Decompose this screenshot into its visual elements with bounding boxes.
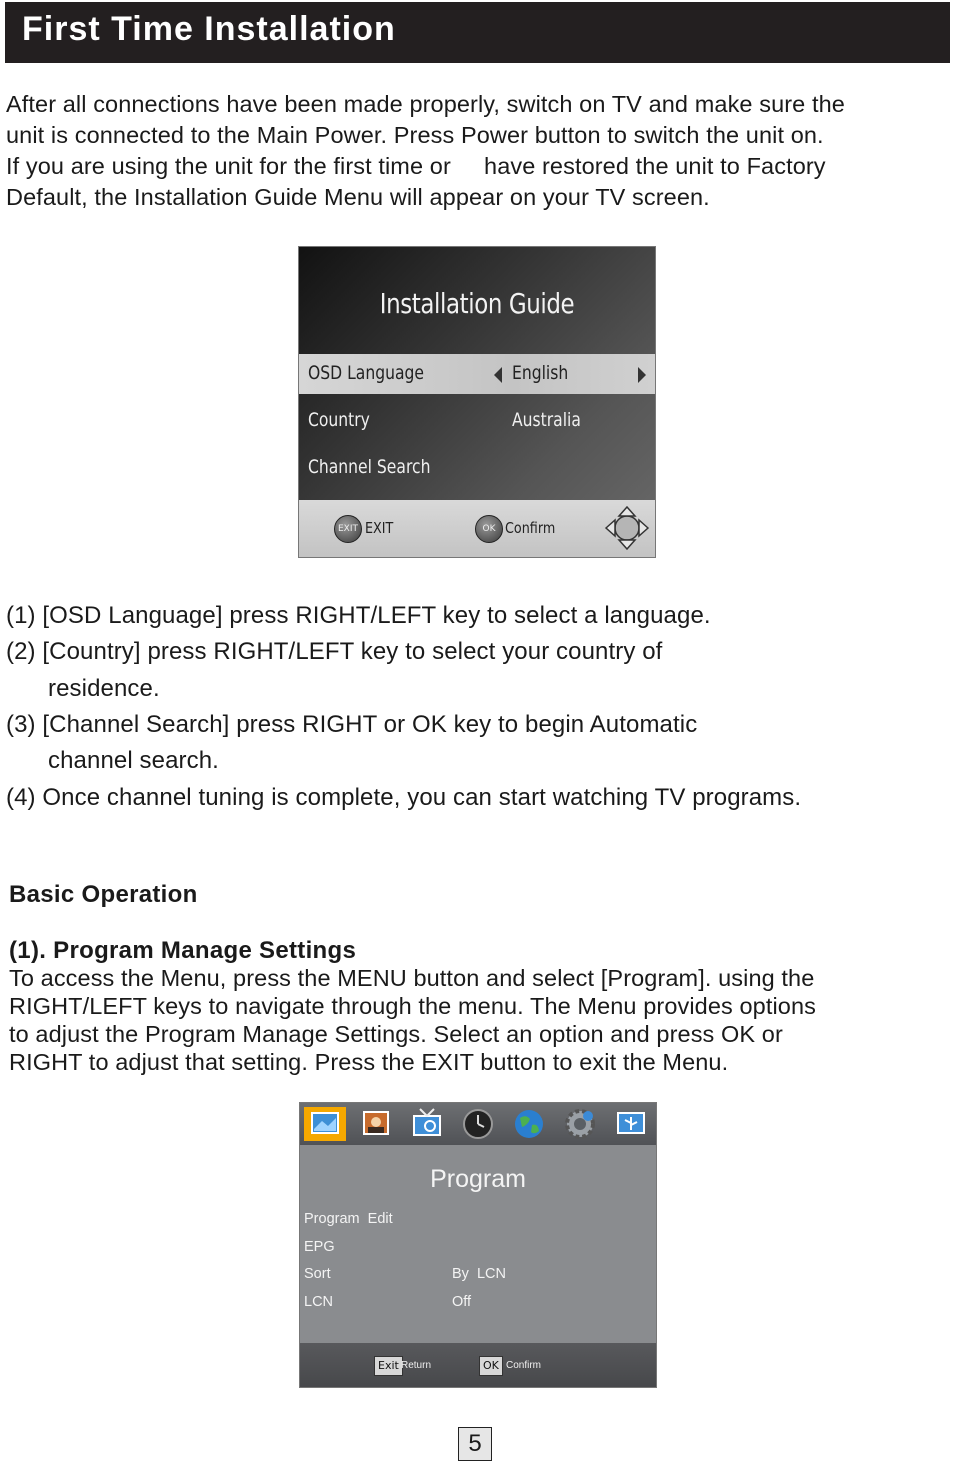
program-menu-title: Program <box>430 1165 526 1193</box>
step-line: (3) [Channel Search] press RIGHT or OK key to begin Automatic <box>6 711 698 738</box>
intro-line: unit is connected to the Main Power. Press Power button to switch the unit on. <box>6 122 824 148</box>
program-icon <box>304 1107 346 1141</box>
exit-label: EXIT <box>365 519 394 537</box>
channel-search-icon <box>406 1107 448 1141</box>
lcn-label[interactable]: LCN <box>304 1294 334 1310</box>
arrow-left-icon <box>494 367 502 383</box>
osd-language-label: OSD Language <box>308 362 424 384</box>
subsection-heading: (1). Program Manage Settings <box>9 937 357 964</box>
body-line: to adjust the Program Manage Settings. Select an option and press OK or <box>9 1021 783 1047</box>
picture-icon <box>355 1107 397 1141</box>
exit-key-icon: Exit <box>374 1356 403 1376</box>
settings-gear-icon <box>559 1107 601 1141</box>
globe-icon <box>508 1107 550 1141</box>
usb-icon <box>610 1107 652 1141</box>
confirm-label: Confirm <box>505 519 556 537</box>
intro-line: Default, the Installation Guide Menu will appear on your TV screen. <box>6 184 710 210</box>
intro-line: After all connections have been made properly, switch on TV and make sure the <box>6 91 845 117</box>
body-line: RIGHT/LEFT keys to navigate through the menu. The Menu provides options <box>9 993 816 1019</box>
clock-icon <box>457 1107 499 1141</box>
installation-guide-screen <box>298 246 656 558</box>
step-line: channel search. <box>48 747 219 774</box>
body-line: RIGHT to adjust that setting. Press the EXIT button to exit the Menu. <box>9 1049 729 1075</box>
osd-language-value: English <box>512 362 569 384</box>
program-edit-label[interactable]: Program Edit <box>304 1211 393 1227</box>
country-value: Australia <box>512 409 581 431</box>
program-menu-screen <box>299 1102 657 1388</box>
step-line: residence. <box>48 675 160 702</box>
menu-icon-bar <box>300 1103 656 1145</box>
arrow-right-icon <box>638 367 646 383</box>
intro-line: If you are using the unit for the first time or have restored the unit to Factory <box>6 153 826 179</box>
confirm-label: Confirm <box>506 1360 542 1371</box>
exit-key-icon: EXIT <box>334 515 362 543</box>
page-title: First Time Installation <box>22 10 396 48</box>
section-heading: Basic Operation <box>9 881 198 908</box>
step-line: (1) [OSD Language] press RIGHT/LEFT key to select a language. <box>6 602 711 629</box>
step-line: (2) [Country] press RIGHT/LEFT key to select your country of <box>6 638 663 665</box>
country-label: Country <box>308 409 370 431</box>
ok-key-icon: OK <box>479 1356 503 1376</box>
body-line: To access the Menu, press the MENU button and select [Program]. using the <box>9 965 815 991</box>
directional-pad-icon <box>604 505 650 551</box>
installation-guide-footer <box>299 500 655 557</box>
ok-key-icon: OK <box>475 515 503 543</box>
sort-value: By LCN <box>452 1266 506 1282</box>
epg-label[interactable]: EPG <box>304 1239 335 1255</box>
channel-search-label: Channel Search <box>308 456 431 478</box>
step-line: (4) Once channel tuning is complete, you can start watching TV programs. <box>6 784 802 811</box>
installation-guide-title: Installation Guide <box>379 287 575 320</box>
sort-label[interactable]: Sort <box>304 1266 331 1282</box>
lcn-value: Off <box>452 1294 472 1310</box>
program-menu-footer <box>300 1343 656 1387</box>
return-label: Return <box>401 1360 432 1371</box>
page-number: 5 <box>458 1427 492 1461</box>
